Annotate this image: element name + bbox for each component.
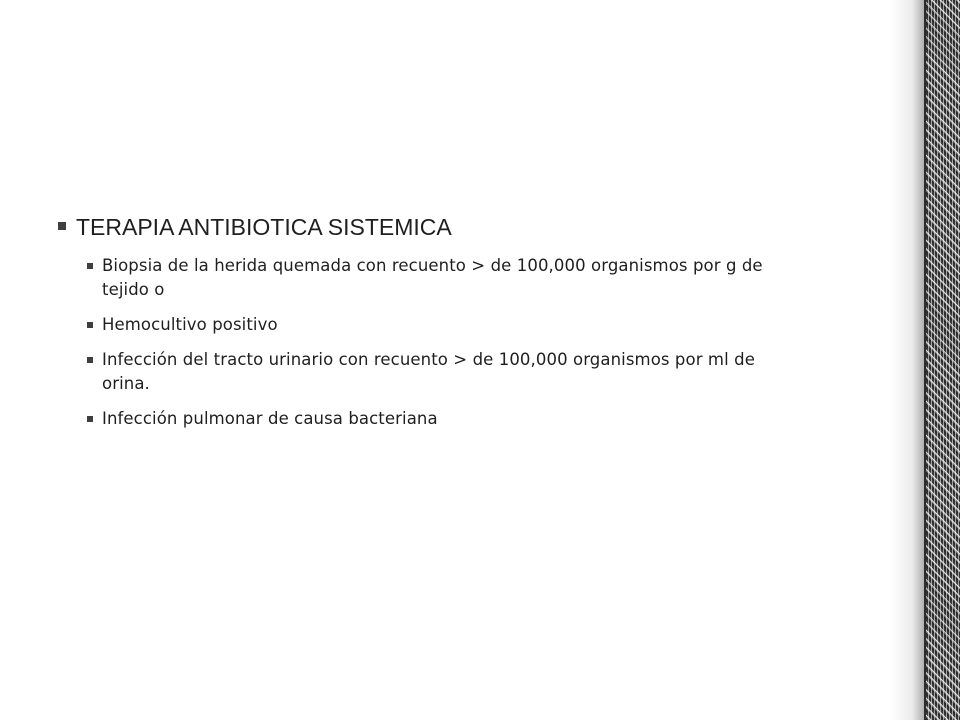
bullet-list (58, 254, 818, 431)
list-item-text: Biopsia de la herida quemada con recuento > de 100,000 organismos por g de tejido o (102, 256, 763, 299)
square-bullet-icon (87, 322, 93, 328)
list-item-text: Infección del tracto urinario con recuento > de 100,000 organismos por ml de orina. (102, 350, 755, 393)
grunge-border-strip (926, 0, 960, 720)
list-item (87, 254, 818, 302)
list-item-text: Infección pulmonar de causa bacteriana (102, 409, 438, 428)
square-bullet-icon (87, 416, 93, 422)
slide-heading: TERAPIA ANTIBIOTICA SISTEMICA (76, 214, 452, 240)
list-item (87, 348, 818, 396)
slide-content (58, 210, 818, 442)
square-bullet-icon (87, 357, 93, 363)
heading-bullet-row (58, 210, 818, 244)
list-item (87, 313, 818, 337)
square-bullet-icon (87, 263, 93, 269)
square-bullet-icon (58, 222, 66, 230)
list-item-text: Hemocultivo positivo (102, 315, 278, 334)
list-item (87, 407, 818, 431)
